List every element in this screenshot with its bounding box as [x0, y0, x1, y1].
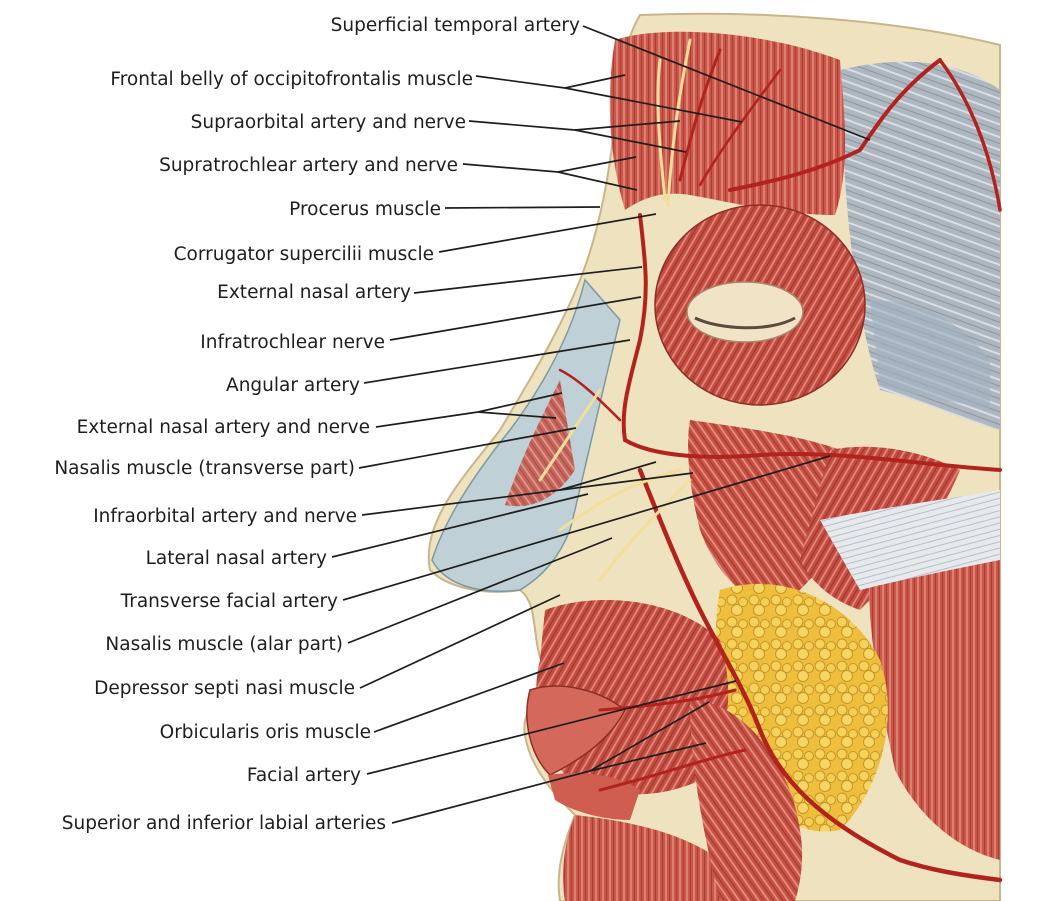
label-external-nasal-artery-nerve: External nasal artery and nerve: [76, 417, 370, 438]
label-lateral-nasal-artery: Lateral nasal artery: [145, 548, 327, 569]
label-nasalis-transverse: Nasalis muscle (transverse part): [54, 458, 355, 479]
label-external-nasal-artery: External nasal artery: [217, 282, 411, 303]
label-labial-arteries: Superior and inferior labial arteries: [61, 813, 386, 834]
label-infraorbital-artery-nerve: Infraorbital artery and nerve: [93, 506, 357, 527]
label-facial-artery: Facial artery: [246, 765, 361, 786]
label-transverse-facial-artery: Transverse facial artery: [120, 591, 338, 612]
label-superficial-temporal-artery: Superficial temporal artery: [330, 15, 580, 36]
label-procerus-muscle: Procerus muscle: [289, 199, 441, 220]
label-orbicularis-oris: Orbicularis oris muscle: [159, 722, 371, 743]
label-depressor-septi-nasi: Depressor septi nasi muscle: [94, 678, 355, 699]
label-supraorbital-artery-nerve: Supraorbital artery and nerve: [190, 112, 466, 133]
label-supratrochlear-artery-nerve: Supratrochlear artery and nerve: [159, 155, 458, 176]
label-corrugator-supercilii: Corrugator supercilii muscle: [173, 244, 434, 265]
label-nasalis-alar: Nasalis muscle (alar part): [105, 634, 343, 655]
label-infratrochlear-nerve: Infratrochlear nerve: [200, 332, 385, 353]
label-angular-artery: Angular artery: [226, 375, 360, 396]
label-frontal-belly: Frontal belly of occipitofrontalis muscle: [110, 69, 473, 90]
